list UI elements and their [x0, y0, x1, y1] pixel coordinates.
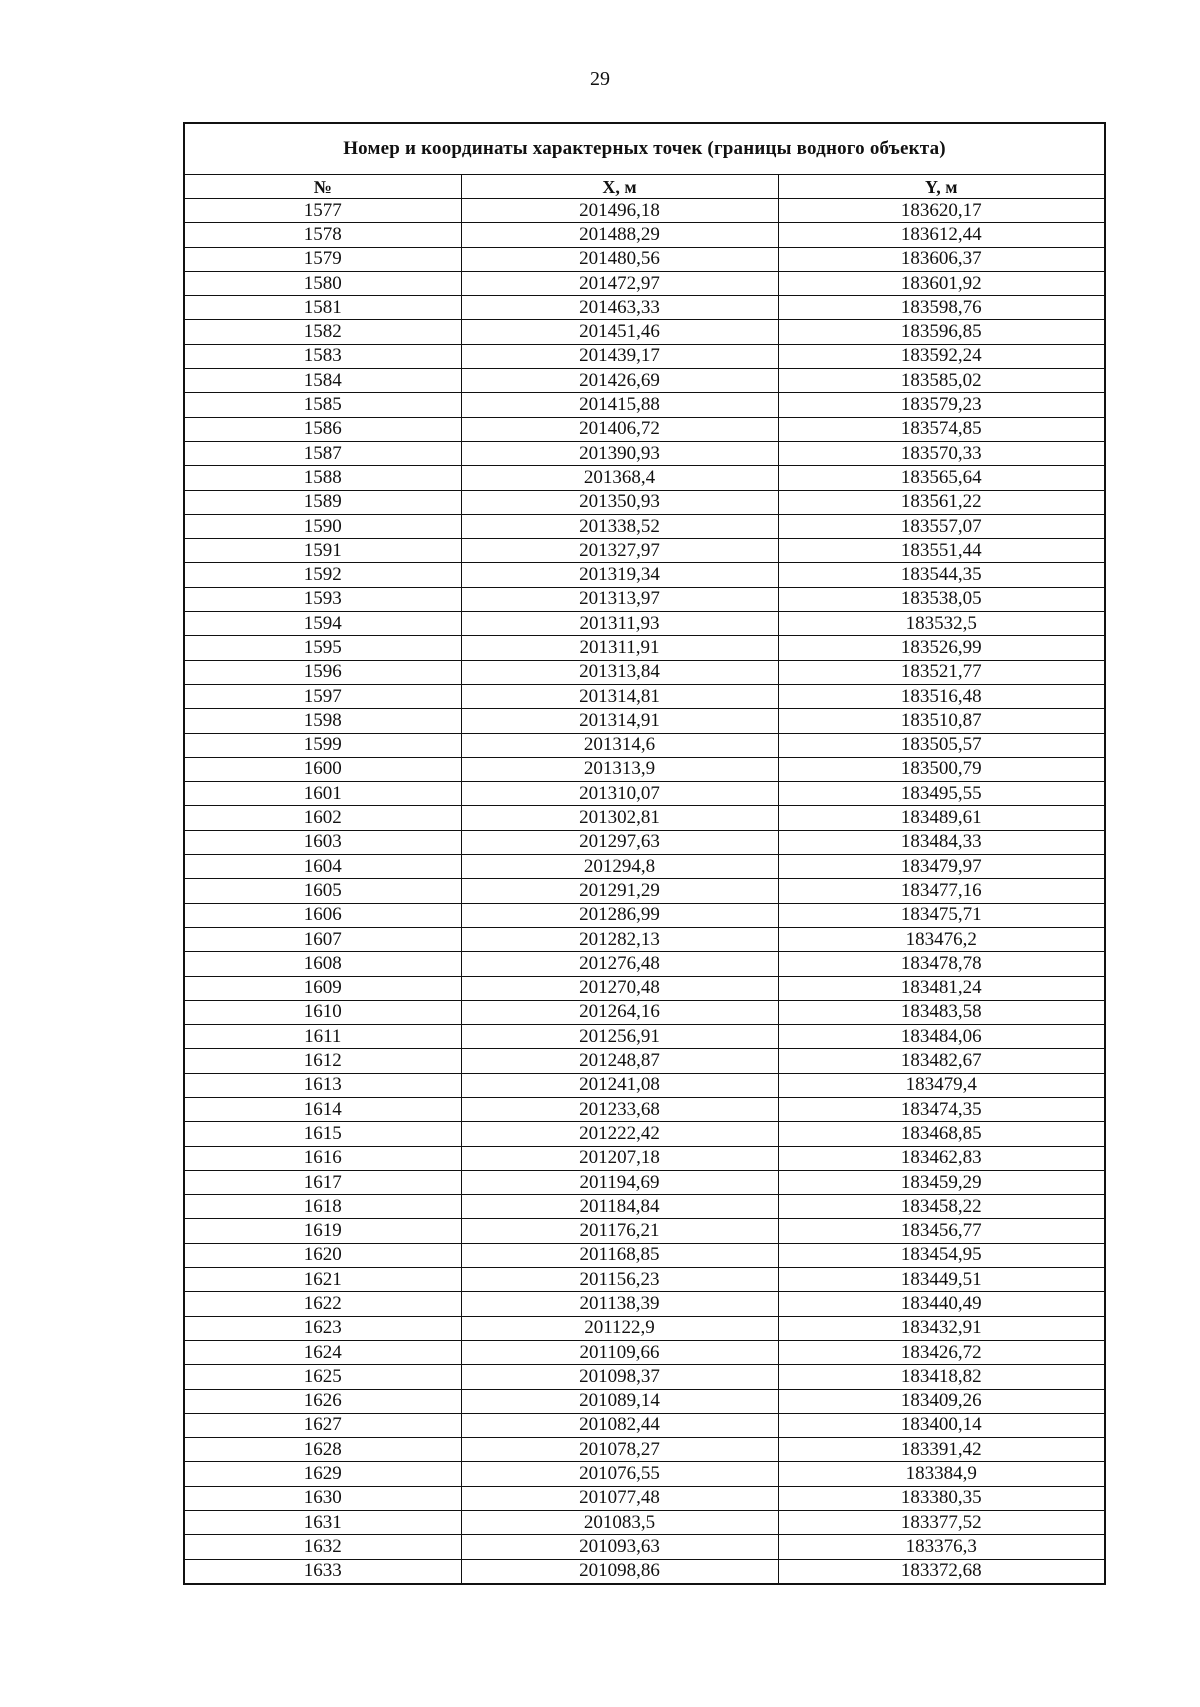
- x-coordinate-cell: 201319,34: [461, 563, 778, 587]
- table-row: [184, 1316, 1105, 1340]
- table-row: [184, 1122, 1105, 1146]
- x-coordinate-cell: 201302,81: [461, 806, 778, 830]
- y-coordinate-cell: 183478,78: [778, 952, 1105, 976]
- point-number-cell: 1623: [184, 1316, 461, 1340]
- x-coordinate-cell: 201314,91: [461, 709, 778, 733]
- x-coordinate-cell: 201311,93: [461, 612, 778, 636]
- table-row: [184, 539, 1105, 563]
- x-coordinate-cell: 201313,97: [461, 587, 778, 611]
- point-number-cell: 1610: [184, 1000, 461, 1024]
- point-number-cell: 1612: [184, 1049, 461, 1073]
- y-coordinate-cell: 183482,67: [778, 1049, 1105, 1073]
- y-coordinate-cell: 183532,5: [778, 612, 1105, 636]
- point-number-cell: 1581: [184, 296, 461, 320]
- x-coordinate-cell: 201314,81: [461, 684, 778, 708]
- y-coordinate-cell: 183474,35: [778, 1097, 1105, 1121]
- table-body: [184, 199, 1105, 1584]
- point-number-cell: 1609: [184, 976, 461, 1000]
- point-number-cell: 1626: [184, 1389, 461, 1413]
- table-row: [184, 1219, 1105, 1243]
- x-coordinate-cell: 201282,13: [461, 927, 778, 951]
- point-number-cell: 1627: [184, 1413, 461, 1437]
- x-coordinate-cell: 201076,55: [461, 1462, 778, 1486]
- table-row: [184, 563, 1105, 587]
- table-row: [184, 952, 1105, 976]
- x-coordinate-cell: 201291,29: [461, 879, 778, 903]
- y-coordinate-cell: 183462,83: [778, 1146, 1105, 1170]
- x-coordinate-cell: 201406,72: [461, 417, 778, 441]
- x-coordinate-cell: 201415,88: [461, 393, 778, 417]
- y-coordinate-cell: 183409,26: [778, 1389, 1105, 1413]
- y-coordinate-cell: 183538,05: [778, 587, 1105, 611]
- point-number-cell: 1608: [184, 952, 461, 976]
- y-coordinate-cell: 183585,02: [778, 369, 1105, 393]
- point-number-cell: 1629: [184, 1462, 461, 1486]
- table-row: [184, 1365, 1105, 1389]
- column-header-number: №: [184, 175, 461, 199]
- y-coordinate-cell: 183579,23: [778, 393, 1105, 417]
- table-row: [184, 830, 1105, 854]
- point-number-cell: 1595: [184, 636, 461, 660]
- y-coordinate-cell: 183376,3: [778, 1535, 1105, 1559]
- table-row: [184, 1170, 1105, 1194]
- y-coordinate-cell: 183477,16: [778, 879, 1105, 903]
- y-coordinate-cell: 183484,33: [778, 830, 1105, 854]
- x-coordinate-cell: 201098,37: [461, 1365, 778, 1389]
- table-row: [184, 1292, 1105, 1316]
- point-number-cell: 1605: [184, 879, 461, 903]
- y-coordinate-cell: 183418,82: [778, 1365, 1105, 1389]
- point-number-cell: 1600: [184, 757, 461, 781]
- x-coordinate-cell: 201222,42: [461, 1122, 778, 1146]
- table-row: [184, 1413, 1105, 1437]
- table-row: [184, 1073, 1105, 1097]
- x-coordinate-cell: 201122,9: [461, 1316, 778, 1340]
- table-row: [184, 199, 1105, 223]
- y-coordinate-cell: 183557,07: [778, 514, 1105, 538]
- point-number-cell: 1589: [184, 490, 461, 514]
- table-row: [184, 271, 1105, 295]
- table-row: [184, 903, 1105, 927]
- table-row: [184, 320, 1105, 344]
- x-coordinate-cell: 201233,68: [461, 1097, 778, 1121]
- x-coordinate-cell: 201077,48: [461, 1486, 778, 1510]
- table-row: [184, 636, 1105, 660]
- table-row: [184, 855, 1105, 879]
- point-number-cell: 1586: [184, 417, 461, 441]
- table-row: [184, 1535, 1105, 1559]
- y-coordinate-cell: 183377,52: [778, 1511, 1105, 1535]
- point-number-cell: 1619: [184, 1219, 461, 1243]
- y-coordinate-cell: 183574,85: [778, 417, 1105, 441]
- x-coordinate-cell: 201297,63: [461, 830, 778, 854]
- y-coordinate-cell: 183620,17: [778, 199, 1105, 223]
- y-coordinate-cell: 183400,14: [778, 1413, 1105, 1437]
- y-coordinate-cell: 183551,44: [778, 539, 1105, 563]
- table-row: [184, 612, 1105, 636]
- table-row: [184, 1559, 1105, 1584]
- page-number: 29: [590, 68, 610, 90]
- y-coordinate-cell: 183454,95: [778, 1243, 1105, 1267]
- table-row: [184, 296, 1105, 320]
- y-coordinate-cell: 183489,61: [778, 806, 1105, 830]
- point-number-cell: 1633: [184, 1559, 461, 1584]
- x-coordinate-cell: 201426,69: [461, 369, 778, 393]
- y-coordinate-cell: 183612,44: [778, 223, 1105, 247]
- y-coordinate-cell: 183516,48: [778, 684, 1105, 708]
- x-coordinate-cell: 201472,97: [461, 271, 778, 295]
- x-coordinate-cell: 201451,46: [461, 320, 778, 344]
- x-coordinate-cell: 201313,9: [461, 757, 778, 781]
- point-number-cell: 1584: [184, 369, 461, 393]
- x-coordinate-cell: 201194,69: [461, 1170, 778, 1194]
- x-coordinate-cell: 201098,86: [461, 1559, 778, 1584]
- y-coordinate-cell: 183570,33: [778, 441, 1105, 465]
- point-number-cell: 1597: [184, 684, 461, 708]
- x-coordinate-cell: 201089,14: [461, 1389, 778, 1413]
- y-coordinate-cell: 183565,64: [778, 466, 1105, 490]
- table-row: [184, 879, 1105, 903]
- table-row: [184, 1268, 1105, 1292]
- point-number-cell: 1622: [184, 1292, 461, 1316]
- y-coordinate-cell: 183598,76: [778, 296, 1105, 320]
- coordinates-table: [183, 122, 1106, 1585]
- point-number-cell: 1585: [184, 393, 461, 417]
- point-number-cell: 1615: [184, 1122, 461, 1146]
- point-number-cell: 1598: [184, 709, 461, 733]
- x-coordinate-cell: 201327,97: [461, 539, 778, 563]
- point-number-cell: 1592: [184, 563, 461, 587]
- point-number-cell: 1625: [184, 1365, 461, 1389]
- x-coordinate-cell: 201082,44: [461, 1413, 778, 1437]
- y-coordinate-cell: 183458,22: [778, 1195, 1105, 1219]
- point-number-cell: 1632: [184, 1535, 461, 1559]
- table-row: [184, 1000, 1105, 1024]
- y-coordinate-cell: 183521,77: [778, 660, 1105, 684]
- y-coordinate-cell: 183505,57: [778, 733, 1105, 757]
- x-coordinate-cell: 201294,8: [461, 855, 778, 879]
- x-coordinate-cell: 201439,17: [461, 344, 778, 368]
- x-coordinate-cell: 201313,84: [461, 660, 778, 684]
- y-coordinate-cell: 183500,79: [778, 757, 1105, 781]
- x-coordinate-cell: 201310,07: [461, 782, 778, 806]
- point-number-cell: 1607: [184, 927, 461, 951]
- x-coordinate-cell: 201350,93: [461, 490, 778, 514]
- table-row: [184, 1511, 1105, 1535]
- table-row: [184, 1438, 1105, 1462]
- x-coordinate-cell: 201286,99: [461, 903, 778, 927]
- point-number-cell: 1606: [184, 903, 461, 927]
- point-number-cell: 1601: [184, 782, 461, 806]
- y-coordinate-cell: 183544,35: [778, 563, 1105, 587]
- table-row: [184, 806, 1105, 830]
- point-number-cell: 1591: [184, 539, 461, 563]
- point-number-cell: 1614: [184, 1097, 461, 1121]
- table-row: [184, 490, 1105, 514]
- y-coordinate-cell: 183495,55: [778, 782, 1105, 806]
- point-number-cell: 1587: [184, 441, 461, 465]
- table-row: [184, 247, 1105, 271]
- table-row: [184, 1462, 1105, 1486]
- column-header-row: [184, 175, 1105, 199]
- table-row: [184, 1243, 1105, 1267]
- point-number-cell: 1583: [184, 344, 461, 368]
- point-number-cell: 1620: [184, 1243, 461, 1267]
- y-coordinate-cell: 183426,72: [778, 1340, 1105, 1364]
- point-number-cell: 1582: [184, 320, 461, 344]
- point-number-cell: 1590: [184, 514, 461, 538]
- table-row: [184, 223, 1105, 247]
- point-number-cell: 1579: [184, 247, 461, 271]
- y-coordinate-cell: 183606,37: [778, 247, 1105, 271]
- x-coordinate-cell: 201207,18: [461, 1146, 778, 1170]
- table-row: [184, 344, 1105, 368]
- table-row: [184, 660, 1105, 684]
- point-number-cell: 1577: [184, 199, 461, 223]
- table-row: [184, 1195, 1105, 1219]
- point-number-cell: 1593: [184, 587, 461, 611]
- x-coordinate-cell: 201078,27: [461, 1438, 778, 1462]
- y-coordinate-cell: 183440,49: [778, 1292, 1105, 1316]
- table-row: [184, 1097, 1105, 1121]
- table-row: [184, 369, 1105, 393]
- table-title: Номер и координаты характерных точек (границы водного объекта): [184, 123, 1105, 175]
- y-coordinate-cell: 183476,2: [778, 927, 1105, 951]
- y-coordinate-cell: 183459,29: [778, 1170, 1105, 1194]
- x-coordinate-cell: 201480,56: [461, 247, 778, 271]
- point-number-cell: 1616: [184, 1146, 461, 1170]
- table-row: [184, 514, 1105, 538]
- point-number-cell: 1618: [184, 1195, 461, 1219]
- table-row: [184, 1389, 1105, 1413]
- table-row: [184, 441, 1105, 465]
- point-number-cell: 1630: [184, 1486, 461, 1510]
- point-number-cell: 1604: [184, 855, 461, 879]
- y-coordinate-cell: 183592,24: [778, 344, 1105, 368]
- table-row: [184, 757, 1105, 781]
- y-coordinate-cell: 183432,91: [778, 1316, 1105, 1340]
- table-row: [184, 927, 1105, 951]
- x-coordinate-cell: 201276,48: [461, 952, 778, 976]
- x-coordinate-cell: 201184,84: [461, 1195, 778, 1219]
- x-coordinate-cell: 201270,48: [461, 976, 778, 1000]
- x-coordinate-cell: 201264,16: [461, 1000, 778, 1024]
- y-coordinate-cell: 183526,99: [778, 636, 1105, 660]
- x-coordinate-cell: 201463,33: [461, 296, 778, 320]
- table-row: [184, 1025, 1105, 1049]
- x-coordinate-cell: 201390,93: [461, 441, 778, 465]
- table-row: [184, 417, 1105, 441]
- x-coordinate-cell: 201083,5: [461, 1511, 778, 1535]
- x-coordinate-cell: 201314,6: [461, 733, 778, 757]
- column-header-x: X, м: [461, 175, 778, 199]
- point-number-cell: 1602: [184, 806, 461, 830]
- x-coordinate-cell: 201093,63: [461, 1535, 778, 1559]
- table-row: [184, 709, 1105, 733]
- y-coordinate-cell: 183481,24: [778, 976, 1105, 1000]
- x-coordinate-cell: 201168,85: [461, 1243, 778, 1267]
- x-coordinate-cell: 201241,08: [461, 1073, 778, 1097]
- table-row: [184, 1146, 1105, 1170]
- table-row: [184, 466, 1105, 490]
- point-number-cell: 1617: [184, 1170, 461, 1194]
- x-coordinate-cell: 201138,39: [461, 1292, 778, 1316]
- y-coordinate-cell: 183484,06: [778, 1025, 1105, 1049]
- y-coordinate-cell: 183510,87: [778, 709, 1105, 733]
- x-coordinate-cell: 201496,18: [461, 199, 778, 223]
- x-coordinate-cell: 201338,52: [461, 514, 778, 538]
- table-row: [184, 782, 1105, 806]
- y-coordinate-cell: 183479,97: [778, 855, 1105, 879]
- point-number-cell: 1631: [184, 1511, 461, 1535]
- column-header-y: Y, м: [778, 175, 1105, 199]
- x-coordinate-cell: 201488,29: [461, 223, 778, 247]
- table-row: [184, 1340, 1105, 1364]
- y-coordinate-cell: 183384,9: [778, 1462, 1105, 1486]
- table-row: [184, 393, 1105, 417]
- x-coordinate-cell: 201256,91: [461, 1025, 778, 1049]
- point-number-cell: 1596: [184, 660, 461, 684]
- table-row: [184, 733, 1105, 757]
- point-number-cell: 1603: [184, 830, 461, 854]
- y-coordinate-cell: 183456,77: [778, 1219, 1105, 1243]
- table-row: [184, 1486, 1105, 1510]
- point-number-cell: 1588: [184, 466, 461, 490]
- y-coordinate-cell: 183483,58: [778, 1000, 1105, 1024]
- x-coordinate-cell: 201248,87: [461, 1049, 778, 1073]
- point-number-cell: 1594: [184, 612, 461, 636]
- table-row: [184, 976, 1105, 1000]
- y-coordinate-cell: 183475,71: [778, 903, 1105, 927]
- point-number-cell: 1611: [184, 1025, 461, 1049]
- y-coordinate-cell: 183561,22: [778, 490, 1105, 514]
- point-number-cell: 1621: [184, 1268, 461, 1292]
- point-number-cell: 1578: [184, 223, 461, 247]
- table-row: [184, 587, 1105, 611]
- y-coordinate-cell: 183372,68: [778, 1559, 1105, 1584]
- point-number-cell: 1628: [184, 1438, 461, 1462]
- point-number-cell: 1624: [184, 1340, 461, 1364]
- y-coordinate-cell: 183468,85: [778, 1122, 1105, 1146]
- x-coordinate-cell: 201156,23: [461, 1268, 778, 1292]
- y-coordinate-cell: 183380,35: [778, 1486, 1105, 1510]
- y-coordinate-cell: 183596,85: [778, 320, 1105, 344]
- y-coordinate-cell: 183391,42: [778, 1438, 1105, 1462]
- point-number-cell: 1580: [184, 271, 461, 295]
- y-coordinate-cell: 183449,51: [778, 1268, 1105, 1292]
- table-row: [184, 1049, 1105, 1073]
- y-coordinate-cell: 183479,4: [778, 1073, 1105, 1097]
- point-number-cell: 1613: [184, 1073, 461, 1097]
- table-row: [184, 684, 1105, 708]
- x-coordinate-cell: 201109,66: [461, 1340, 778, 1364]
- x-coordinate-cell: 201311,91: [461, 636, 778, 660]
- point-number-cell: 1599: [184, 733, 461, 757]
- x-coordinate-cell: 201368,4: [461, 466, 778, 490]
- x-coordinate-cell: 201176,21: [461, 1219, 778, 1243]
- y-coordinate-cell: 183601,92: [778, 271, 1105, 295]
